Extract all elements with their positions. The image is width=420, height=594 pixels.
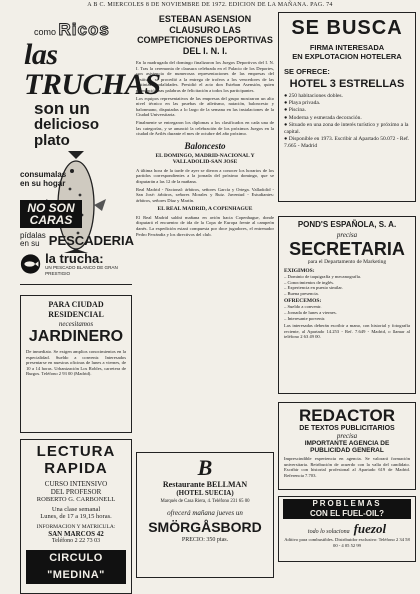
redactor-ad-body: Imprescindible experiencia en agencia. Se valorará formación universitaria. Retribución de acuerdo con la valía del candidato. Escribir con historial profesional al Apartado 619 de Madrid. Referencia 7.703.	[284, 456, 410, 478]
ponds-ad-req: – Dominio de taquigrafía y mecanografía.	[284, 274, 362, 279]
ponds-ad-req-text: Experiencia en puesto similar.	[287, 285, 343, 291]
fuel-ad-t2: CON EL FUEL-OIL?	[283, 509, 411, 519]
jardinero-ad	[20, 295, 132, 433]
se-busca-item-text: Moderna y esmerada decoración.	[288, 114, 362, 121]
ponds-ad-off-text: Sueldo a convenir.	[287, 304, 322, 310]
lectura-ad-title: LECTURA RAPIDA	[36, 443, 116, 477]
bellman-ad-addr: Marqués de Casa Riera, 4. Teléfono 231 65 00	[160, 499, 250, 504]
se-busca-hotel: HOTEL 3 ESTRELLAS	[289, 78, 405, 90]
article-section: Baloncesto	[184, 140, 226, 151]
lectura-ad-l3: ROBERTO G. CARBONELL	[36, 496, 116, 503]
se-busca-item: ● Disponible en 1973. Escribir al Apartado 50.072 - Ref. 7.665 - Madrid	[284, 136, 410, 150]
trout-ad-caras: CARAS	[29, 213, 73, 227]
article-p1: En la madrugada del domingo finalizaron los Juegos Deportivos del I. N. I. Tras la ceremonia de clausura celebrada en el Palacio de los Deportes, con asistencia de numerosas representaciones de las empresas del Instituto, se procedió a la entrega de trofeos a los vencedores de las distintas modalidades. Presidió el acto don Esteban Asensión, quien pronunció unas palabras de felicitación a todos los participantes.	[136, 60, 274, 93]
fuel-ad-brand: fuezol	[353, 521, 387, 536]
trout-ad-trucha-row	[20, 252, 132, 276]
lectura-ad-l1: CURSO INTENSIVO	[44, 480, 108, 488]
bellman-ad	[136, 452, 274, 578]
ponds-ad-off: – Jornada de lunes a viernes.	[284, 309, 337, 315]
se-busca-l2: EN EXPLOTACION HOTELERA	[292, 52, 402, 61]
ponds-ad-off-text: Interesante porvenir.	[287, 315, 326, 321]
lectura-ad-l7: SAN MARCOS 42	[48, 530, 104, 538]
bellman-ad-precio: PRECIO: 350 ptas.	[181, 537, 229, 543]
jardinero-ad-title: PARA CIUDAD RESIDENCIAL	[48, 300, 104, 319]
page-header: A B C. MIERCOLES 8 DE NOVIEMBRE DE 1972. EDICION DE LA MAÑANA. PAG. 74	[87, 2, 333, 8]
se-busca-item: ● Playa privada.	[284, 100, 321, 107]
trout-ad-como: como	[34, 27, 57, 37]
trout-ad-pida-row	[20, 231, 135, 248]
ponds-ad-dept: para el Departamento de Marketing	[307, 259, 387, 265]
trout-ad-trucha-sub: UN PESCADO BLANCO DE GRAN PRESTIGIO	[45, 265, 118, 276]
trout-ad-pida: pídalas en su	[20, 231, 46, 248]
redactor-ad	[278, 402, 416, 490]
bellman-ad-ofrece: ofrecerá mañana jueves un	[167, 509, 243, 517]
fuel-ad-body: Aditivo para combustibles. Distribuidor exclusivo: Teléfono 2 34 58 00 - 4 05 52 99	[284, 537, 410, 548]
ponds-ad-off-title: OFRECEMOS:	[284, 298, 322, 305]
lectura-ad-circulo: CIRCULO "MEDINA"	[26, 550, 126, 584]
trout-ad-sub1: son un	[34, 99, 90, 118]
trout-ad-consume: consumalas en su hogar	[20, 170, 67, 188]
bellman-ad-smorgasbord: SMÖRGÅSBORD	[148, 519, 262, 535]
ponds-ad-contact: Las interesadas deberán escribir a mano, con historial y fotografía reciente, al Apartado 14.253 - Ref. 7.649 - Madrid, o llamar al teléfono 2 63 49 00.	[284, 323, 410, 340]
lectura-ad-l6: INFORMACION Y MATRICULA:	[36, 524, 116, 530]
bellman-ad-logo: B	[197, 455, 213, 480]
lectura-ad-l8: Teléfono 2 22 73 03	[51, 538, 101, 544]
se-busca-title: SE BUSCA	[291, 17, 403, 39]
ponds-ad-job: SECRETARIA	[289, 239, 405, 259]
lectura-ad	[20, 439, 132, 594]
article-headline: ESTEBAN ASENSION CLAUSURO LAS COMPETICIONES DEPORTIVAS DEL I. N. I.	[137, 14, 273, 56]
ponds-ad-req: – Buena presencia.	[284, 290, 319, 296]
ponds-ad-company: POND'S ESPAÑOLA, S. A.	[297, 220, 397, 229]
fuel-ad-t1: PROBLEMAS	[283, 499, 411, 509]
article-p2: Los equipos representativos de las empresas del grupo mostraron un alto nivel técnico en las pruebas de atletismo, natación, baloncesto y balonmano, disputadas a lo largo de la semana en las instalaciones de la Ciudad Universitaria.	[136, 95, 274, 118]
redactor-ad-l2: PUBLICIDAD GENERAL	[310, 447, 384, 454]
jardinero-ad-job: JARDINERO	[28, 328, 124, 345]
se-busca-item: ● Situado en una zona de interés turístico y próximo a la capital.	[284, 121, 409, 136]
redactor-ad-title: REDACTOR	[298, 406, 396, 425]
ponds-ad-precisa: precisa	[336, 231, 358, 239]
redactor-ad-precisa: precisa	[336, 432, 358, 440]
ponds-ad-off: – Interesante porvenir.	[284, 315, 326, 321]
se-busca-item: ● 250 habitaciones dobles.	[284, 93, 343, 99]
article-p6: El Real Madrid saldrá mañana en avión hacia Copenhague, donde disputará el encuentro de ida de la Copa de Europa frente al campeón danés. La expedición estará compuesta por doce jugadores, el entrenador Pedro Ferrándiz y los directivos del club.	[136, 214, 274, 237]
ponds-ad-req-title: EXIGIMOS:	[284, 268, 315, 274]
article-sub2: EL REAL MADRID, A COPENHAGUE	[157, 206, 253, 213]
redactor-ad-l1: IMPORTANTE AGENCIA DE	[304, 440, 390, 447]
se-busca-ofrece: SE OFRECE:	[284, 67, 330, 76]
se-busca-item: ● Moderna y esmerada decoración.	[284, 114, 362, 121]
jardinero-ad-necesitamos: necesitamos	[58, 320, 94, 328]
se-busca-list	[284, 93, 410, 151]
se-busca-ad	[278, 12, 416, 202]
bellman-ad-title: Restaurante BELLMAN	[162, 480, 248, 489]
trout-ad	[20, 20, 161, 285]
ponds-ad-off-text: Jornada de lunes a viernes.	[287, 309, 337, 315]
se-busca-item-text: Disponible en 1973. Escribir al Apartado 50.072 - Ref. 7.665 - Madrid	[284, 136, 410, 150]
se-busca-item: ● Piscina.	[284, 107, 306, 114]
jardinero-ad-body: De inmediato. Se exigen amplios conocimientos en la especialidad. Sueldo a convenir. Interesados presentarse en nuestras oficinas de lunes a viernes, de 10 a 14 horas. Urbanización Los Robles, carretera de Burgos. Teléfono 2 93 00 (Madrid).	[26, 349, 126, 377]
trout-ad-ricos: Ricos	[58, 20, 110, 39]
lectura-ad-l2: DEL PROFESOR	[50, 488, 102, 496]
ponds-ad	[278, 216, 416, 394]
center-column	[136, 12, 274, 543]
ponds-ad-req-text: Buena presencia.	[287, 290, 319, 296]
fuel-ad	[278, 496, 416, 562]
article-sub1: EL DOMINGO, MADRID-NACIONAL Y VALLADOLID-SAN JOSE	[155, 152, 255, 166]
ponds-ad-req-text: Dominio de taquigrafía y mecanografía.	[287, 274, 362, 279]
trout-ad-no-son: NO SON	[27, 201, 75, 215]
trout-ad-nocaras	[20, 200, 82, 228]
se-busca-item-text: Piscina.	[288, 107, 306, 114]
article-p3: Finalmente se entregaron los diplomas a los clasificados en cada una de las categorías, y se anunció la celebración de los próximos Juegos en la ciudad de Avilés durante el mes de octubre del año próximo.	[136, 119, 274, 137]
trout-ad-pescaderia: PESCADERIA	[48, 233, 135, 248]
ponds-ad-req: – Experiencia en puesto similar.	[284, 285, 343, 291]
lectura-ad-l4: Una clase semanal	[51, 506, 101, 513]
lectura-ad-l5: Lunes, de 17 a 19,15 horas.	[40, 513, 112, 520]
se-busca-item-text: Playa privada.	[288, 100, 321, 107]
trout-ad-title: las TRUCHAS	[24, 38, 161, 101]
trout-ad-sub2: delicioso plato	[34, 116, 100, 149]
se-busca-item-text: 250 habitaciones dobles.	[288, 93, 343, 99]
redactor-ad-sub: DE TEXTOS PUBLICITARIOS	[299, 425, 395, 432]
fuel-ad-t3: todo lo soluciona	[307, 529, 350, 535]
article-p5: Real Madrid - Nacional: árbitros, señores García y Ortega. Valladolid - San José: árbitros, señores Morales y Ruiz. Juventud - Estudiantes: árbitros, señores Díaz y Martín.	[136, 186, 274, 203]
small-fish-icon	[20, 252, 41, 276]
ponds-ad-off: – Sueldo a convenir.	[284, 304, 322, 310]
ponds-ad-req: – Conocimientos de inglés.	[284, 279, 335, 285]
bellman-ad-sub: (HOTEL SUECIA)	[176, 489, 234, 497]
ponds-ad-req-text: Conocimientos de inglés.	[287, 279, 335, 285]
trout-ad-trucha: la trucha:	[45, 251, 104, 266]
se-busca-l1: FIRMA INTERESADA	[309, 43, 385, 52]
se-busca-item-text: Situado en una zona de interés turístico y próximo a la capital.	[284, 121, 409, 136]
right-column	[278, 12, 416, 562]
left-column	[20, 12, 161, 594]
article-p4: A última hora de la tarde de ayer se dieron a conocer los horarios de los partidos correspondientes a la jornada del próximo domingo, que se disputarán a las 12 de la mañana.	[136, 167, 274, 184]
